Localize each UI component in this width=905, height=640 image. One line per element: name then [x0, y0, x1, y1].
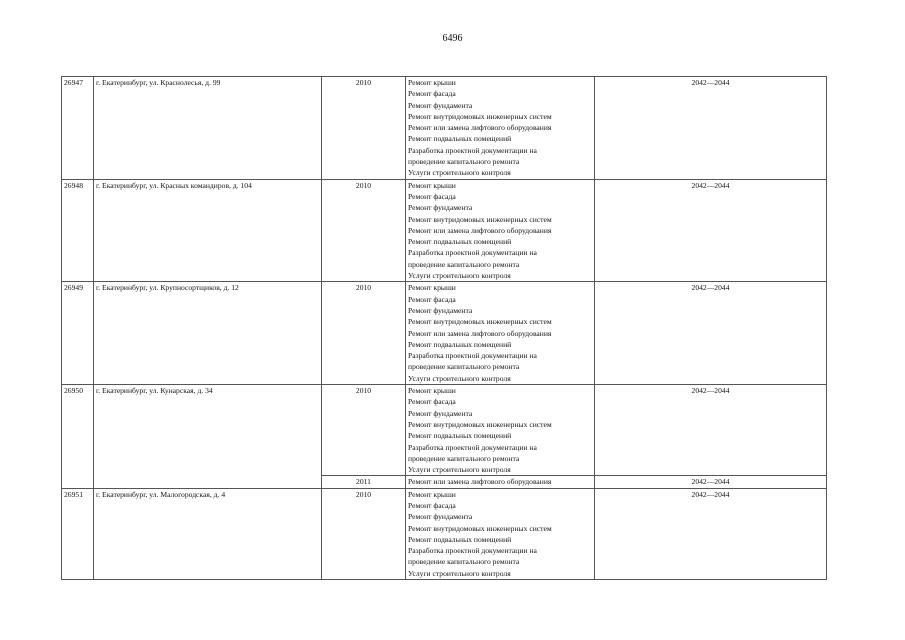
page-number: 6496	[442, 33, 463, 44]
work-year: 2010	[322, 488, 406, 579]
work-item: Разработка проектной документации на	[408, 145, 537, 155]
work-item: Ремонт фасада	[408, 89, 456, 99]
work-item: Услуги строительного контроля	[408, 168, 511, 178]
work-item: Ремонт фундамента	[408, 512, 473, 522]
table-row	[62, 488, 827, 579]
work-item: Ремонт или замена лифтового оборудования	[408, 123, 552, 133]
works-cell	[406, 77, 595, 180]
work-item: Ремонт фундамента	[408, 305, 473, 315]
work-item: проведение капитального ремонта	[408, 157, 520, 167]
work-item: Ремонт или замена лифтового оборудования	[408, 225, 552, 235]
repair-period: 2042—2044	[595, 385, 827, 476]
work-item: Услуги строительного контроля	[408, 271, 511, 281]
table-row	[62, 179, 827, 282]
work-item: Разработка проектной документации на	[408, 442, 537, 452]
work-item: проведение капитального ремонта	[408, 453, 520, 463]
work-item: Ремонт подвальных помещений	[408, 431, 512, 441]
table-row	[62, 282, 827, 385]
work-item: Услуги строительного контроля	[408, 465, 511, 475]
work-item: Ремонт крыши	[408, 386, 456, 396]
work-item: Ремонт внутридомовых инженерных систем	[408, 419, 552, 429]
work-item: Ремонт внутридомовых инженерных систем	[408, 111, 552, 121]
work-item: Ремонт подвальных помещений	[408, 134, 512, 144]
house-address: г. Екатеринбург, ул. Краснолесья, д. 99	[94, 77, 322, 180]
work-item: Ремонт крыши	[408, 489, 456, 499]
repair-period: 2042—2044	[595, 179, 827, 282]
work-item: Ремонт фундамента	[408, 100, 473, 110]
work-item: Ремонт или замена лифтового оборудования	[408, 477, 552, 487]
house-number: 26951	[62, 488, 94, 579]
house-number: 26948	[62, 179, 94, 282]
table-body	[62, 77, 827, 580]
house-address: г. Екатеринбург, ул. Крупносортщиков, д. 12	[94, 282, 322, 385]
repair-period: 2042—2044	[595, 282, 827, 385]
work-year: 2010	[322, 179, 406, 282]
table-row	[62, 77, 827, 180]
work-item: Ремонт фундамента	[408, 408, 473, 418]
work-item: Услуги строительного контроля	[408, 568, 511, 578]
work-year: 2010	[322, 282, 406, 385]
work-item: Ремонт подвальных помещений	[408, 534, 512, 544]
work-item: Разработка проектной документации на	[408, 248, 537, 258]
work-item: Ремонт внутридомовых инженерных систем	[408, 317, 552, 327]
table-row	[62, 385, 827, 476]
work-item: Ремонт крыши	[408, 180, 456, 190]
house-number: 26947	[62, 77, 94, 180]
work-year: 2010	[322, 385, 406, 476]
work-item: Услуги строительного контроля	[408, 373, 511, 383]
work-item: Ремонт крыши	[408, 78, 456, 87]
work-item: проведение капитального ремонта	[408, 362, 520, 372]
capital-repair-table	[61, 76, 827, 580]
works-cell	[406, 488, 595, 579]
repair-period: 2042—2044	[595, 488, 827, 579]
work-item: Ремонт крыши	[408, 283, 456, 293]
work-item: Ремонт фасада	[408, 294, 456, 304]
works-cell	[406, 282, 595, 385]
house-address: г. Екатеринбург, ул. Малогородская, д. 4	[94, 488, 322, 579]
work-year: 2010	[322, 77, 406, 180]
work-item: Ремонт подвальных помещений	[408, 237, 512, 247]
work-item: Ремонт фасада	[408, 397, 456, 407]
work-item: Ремонт или замена лифтового оборудования	[408, 328, 552, 338]
works-cell	[406, 179, 595, 282]
house-address: г. Екатеринбург, ул. Красных командиров, д. 104	[94, 179, 322, 282]
repair-period: 2042—2044	[595, 476, 827, 488]
work-year: 2011	[322, 476, 406, 488]
repair-period: 2042—2044	[595, 77, 827, 180]
work-item: Ремонт внутридомовых инженерных систем	[408, 523, 552, 533]
house-address: г. Екатеринбург, ул. Кунарская, д. 34	[94, 385, 322, 489]
work-item: Разработка проектной документации на	[408, 546, 537, 556]
work-item: проведение капитального ремонта	[408, 259, 520, 269]
works-cell	[406, 476, 595, 488]
work-item: Ремонт подвальных помещений	[408, 339, 512, 349]
work-item: проведение капитального ремонта	[408, 557, 520, 567]
house-number: 26949	[62, 282, 94, 385]
work-item: Ремонт внутридомовых инженерных систем	[408, 214, 552, 224]
house-number: 26950	[62, 385, 94, 489]
works-cell	[406, 385, 595, 476]
work-item: Разработка проектной документации на	[408, 351, 537, 361]
work-item: Ремонт фасада	[408, 191, 456, 201]
work-item: Ремонт фасада	[408, 500, 456, 510]
work-item: Ремонт фундамента	[408, 203, 473, 213]
